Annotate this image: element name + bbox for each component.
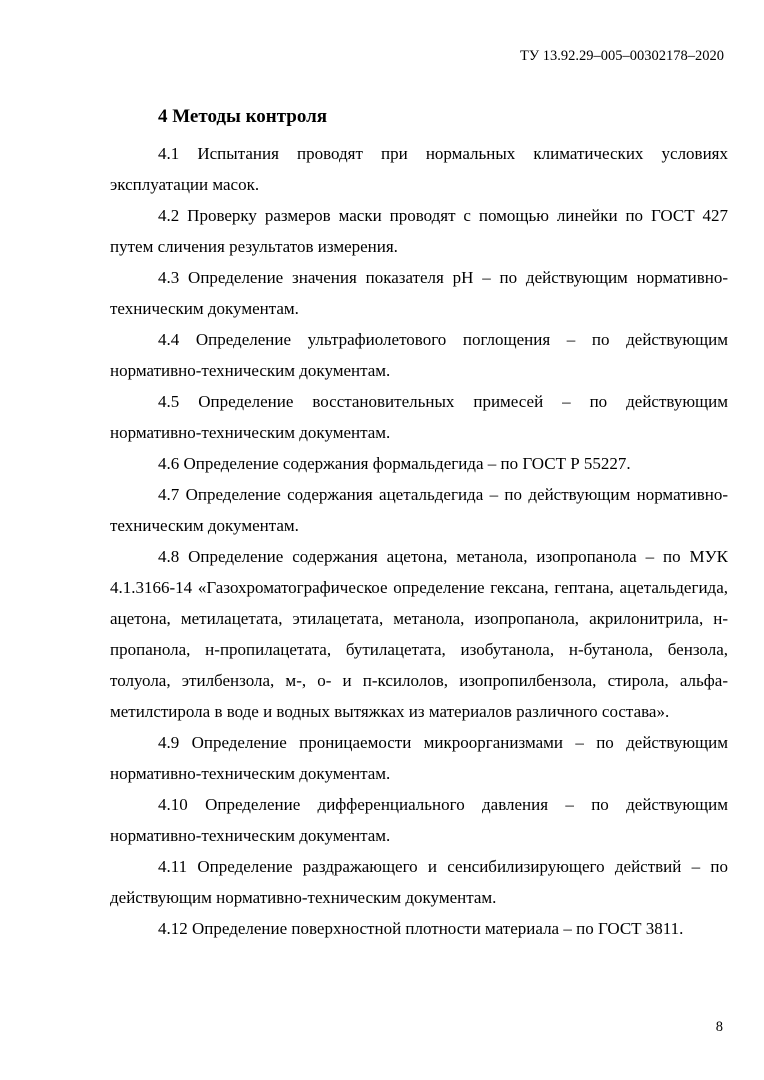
- paragraph-4-2: 4.2 Проверку размеров маски проводят с помощью линейки по ГОСТ 427 путем сличения результатов измерения.: [110, 206, 728, 256]
- page-number: 8: [715, 1019, 723, 1035]
- paragraph-4-1: 4.1 Испытания проводят при нормальных климатических условиях эксплуатации масок.: [110, 144, 728, 194]
- paragraph-4-3: 4.3 Определение значения показателя рН – по действующим нормативно-техническим документам.: [110, 268, 728, 318]
- paragraph-4-7: 4.7 Определение содержания ацетальдегида – по действующим нормативно-техническим документам.: [110, 485, 728, 535]
- section-body: [110, 138, 728, 944]
- paragraph-4-10: 4.10 Определение дифференциального давления – по действующим нормативно-техническим документам.: [110, 795, 728, 845]
- section-title: 4 Методы контроля: [158, 106, 328, 127]
- paragraph-4-4: 4.4 Определение ультрафиолетового поглощения – по действующим нормативно-техническим документам.: [110, 330, 728, 380]
- paragraph-4-11: 4.11 Определение раздражающего и сенсибилизирующего действий – по действующим нормативно-техническим документам.: [110, 857, 728, 907]
- document-code: ТУ 13.92.29–005–00302178–2020: [520, 48, 724, 64]
- paragraph-4-9: 4.9 Определение проницаемости микроорганизмами – по действующим нормативно-техническим документам.: [110, 733, 728, 783]
- paragraph-4-12: 4.12 Определение поверхностной плотности материала – по ГОСТ 3811.: [158, 919, 684, 938]
- paragraph-4-6: 4.6 Определение содержания формальдегида – по ГОСТ Р 55227.: [158, 454, 631, 473]
- paragraph-4-8: 4.8 Определение содержания ацетона, метанола, изопропанола – по МУК 4.1.3166-14 «Газохроматографическое определение гексана, гептана, ацетальдегида, ацетона, метилацетата, этилацетата, метанола, изопропанола, акрилонитрила, н-пропанола, н-пропилацетата, бутилацетата, изобутанола, н-бутанола, бензола, толуола, этилбензола, м-, о- и п-ксилолов, изопропилбензола, стирола, альфа-метилстирола в воде и водных вытяжках из материалов различного состава».: [110, 547, 728, 721]
- paragraph-4-5: 4.5 Определение восстановительных примесей – по действующим нормативно-техническим документам.: [110, 392, 728, 442]
